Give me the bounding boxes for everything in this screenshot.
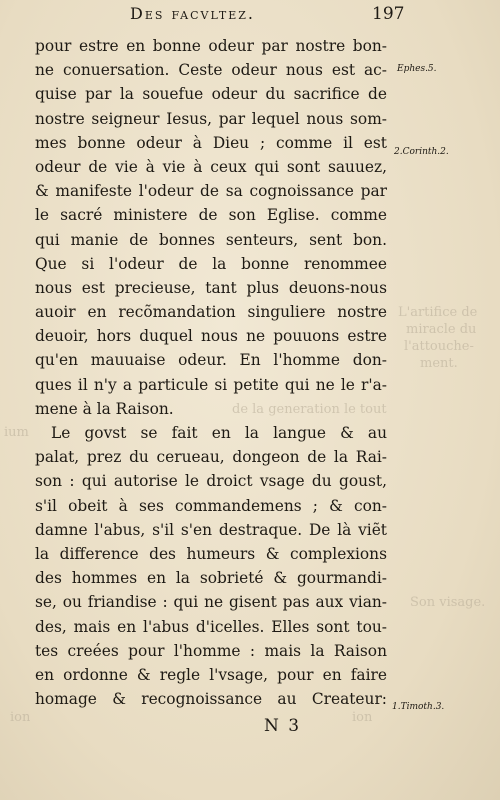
text-line: qui manie de bonnes senteurs, sent bon. [35,230,387,249]
text-line: ne conuersation. Ceste odeur nous est ac- [35,61,387,80]
page-number: 197 [372,4,405,24]
text-line: des hommes en la sobrieté & gourmandi- [35,569,387,588]
text-line: odeur de vie à vie à ceux qui sont sauuez, [35,157,387,176]
text-line: nous est precieuse, tant plus deuons-nous [35,278,387,297]
text-line: des, mais en l'abus d'icelles. Elles sont tou- [35,617,387,636]
show-through-text: de la generation le tout [232,402,387,417]
show-through-text: ion [10,710,31,725]
text-line: quise par la souefue odeur du sacrifice de [35,85,387,104]
text-line: tes creées pour l'homme : mais la Raison [35,641,387,660]
show-through-text: ium [4,425,29,440]
text-line: qu'en mauuaise odeur. En l'homme don- [35,351,387,370]
running-head [0,4,500,28]
body-text [35,34,387,711]
margin-note-timoth: 1.Timoth.3. [392,702,445,712]
show-through-text: L'artifice de [398,305,478,320]
text-line: la difference des humeurs & complexions [35,544,387,563]
text-line: deuoir, hors duquel nous ne pouuons estre [35,327,387,346]
margin-note-ephes: Ephes.5. [397,64,437,74]
running-head-title: Des facvltez. [130,4,255,23]
show-through-text: Son visage. [410,595,486,610]
text-line: auoir en recõmandation singuliere nostre [35,303,387,322]
text-line: palat, prez du cerueau, dongeon de la Rai- [35,448,387,467]
text-line: en ordonne & regle l'vsage, pour en faire [35,665,387,684]
text-line: mes bonne odeur à Dieu ; comme il est [35,133,387,152]
text-line: ques il n'y a particule si petite qui ne le r'a- [35,375,387,394]
text-line: damne l'abus, s'il s'en destraque. De là viẽt [35,520,387,539]
text-line: Que si l'odeur de la bonne renommee [35,254,387,273]
text-line: homage & recognoissance au Createur: [35,690,387,709]
text-line: le sacré ministere de son Eglise. comme [35,206,387,225]
show-through-text: l'attouche- [404,339,474,354]
show-through-text: miracle du [406,322,477,337]
text-line: s'il obeit à ses commandemens ; & con- [35,496,387,515]
text-line: mene à la Raison. [35,399,174,418]
text-line: Le govst se fait en la langue & au [51,424,387,442]
text-line: se, ou friandise : qui ne gisent pas aux vian- [35,593,387,612]
margin-note-corinth: 2.Corinth.2. [394,147,449,157]
show-through-text: ion [352,710,373,725]
text-line: pour estre en bonne odeur par nostre bon- [35,37,387,55]
text-line: son : qui autorise le droict vsage du goust, [35,472,387,491]
text-line: & manifeste l'odeur de sa cognoissance par [35,182,387,201]
text-line: nostre seigneur Iesus, par lequel nous som- [35,109,387,128]
signature-mark: N 3 [264,716,302,736]
show-through-text: ment. [420,356,458,371]
